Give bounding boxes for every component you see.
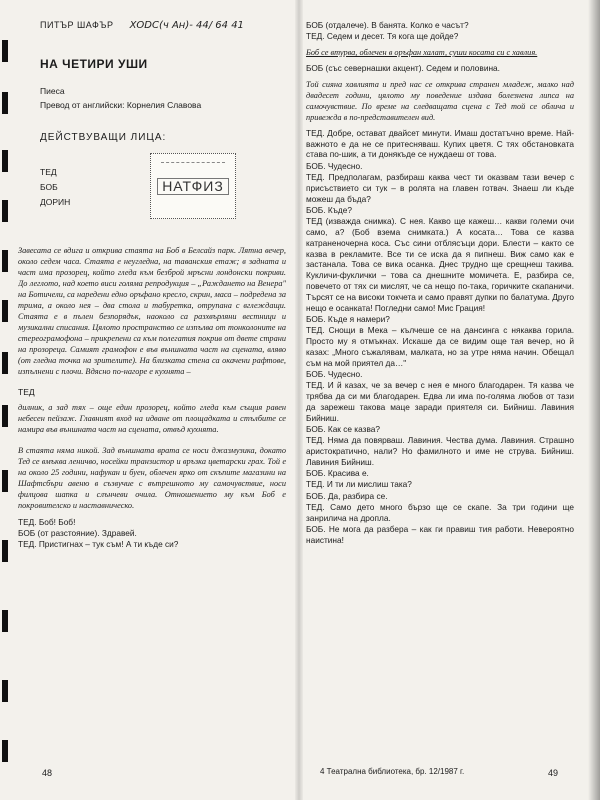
genre: Пиеса [40, 86, 65, 96]
author-name: ПИТЪР ШАФЪР [40, 20, 114, 30]
stamp-text: НАТФИЗ [157, 178, 229, 195]
dialogue-line: БОБ. Къде? [306, 204, 352, 215]
book-spine-shadow [295, 0, 303, 800]
dialogue-line: ТЕД. И й казах, че за вечер с нея е много благодарен. Тя казва че трябва да си ми благодарен. Едва ли има по-голяма любов от тази да зарежеш такова маце заради приятеля си. Бийниш. Лавиния Бийниш. [306, 380, 574, 423]
dialogue-line: БОБ (със севернашки акцент). Седем и половина. [306, 63, 500, 74]
dialogue-line: БОБ. Чудесно. [306, 368, 363, 379]
page-number-right: 49 [548, 768, 559, 778]
dialogue-line: ТЕД. Няма да повярваш. Лавиния. Чества дума. Лавиния. Страшно аристократично, нали? Но фамилното и име не струва. Бийниш. Лавиния Бийниш. [306, 435, 574, 467]
binder-marks [0, 0, 12, 800]
dialogue-line: ТЕД. Предполагам, разбираш каква чест ти оказвам тази вечер с присъствието си тук – в ролята на главен готвач. Знаеш ли къде можеш да бъда? [306, 172, 574, 204]
publication-footer: 4 Театрална библиотека, бр. 12/1987 г. [320, 767, 465, 776]
dialogue-line: БОБ. Да, разбира се. [306, 490, 388, 501]
cast-block [18, 165, 286, 235]
dialogue-line: БОБ. Чудесно. [306, 160, 363, 171]
dialogue-line: БОБ. Как се казва? [306, 423, 380, 434]
stage-direction: дилник, а зад тях – още един прозорец, който гледа към същия равен небесен пейзаж. Главният вход на идване от площадката и стълбите се намира във външната част на сцената, отвъд кухнята. [18, 403, 286, 434]
dialogue-line: БОБ (от разстояние). Здравей. [18, 527, 137, 538]
dialogue-line: ТЕД. Пристигнах – тук съм! А ти къде си? [18, 538, 179, 549]
dialogue-line: БОБ. Къде я намери? [306, 313, 390, 324]
speaker-label: ТЕД [18, 387, 35, 397]
dialogue-line: БОБ. Не мога да разбера – как ги правиш тия работи. Невероятно наистина! [306, 524, 574, 545]
page-edge-shadow [588, 0, 600, 800]
translator-credit: Превод от английски: Корнелия Славова [40, 100, 202, 110]
cast-member: ТЕД [40, 167, 57, 177]
stage-direction: Боб се втурва, облечен в оръфан халат, суши косата си с хавлия. [306, 48, 538, 58]
dialogue-line: ТЕД. И ти ли мислиш така? [306, 479, 412, 490]
play-title: НА ЧЕТИРИ УШИ [40, 57, 148, 71]
dialogue-line: ТЕД. Снощи в Мека – кълчеше се на дансинга с някаква горила. Просто му я отмъкнах. Искаше да се видим още тая вечер, но й казах: „Много съжалявам, малката, но за утре няма начин. Обещал съм на мой приятел да…" [306, 325, 574, 368]
stage-direction: В стаята няма никой. Зад външната врата се носи джазмузика, докато Тед се вмъква леничво, носейки транзистор и връзка цветарски грах. Той е на около 25 години, нафукан и буен, облечен ярко от скъпите магазини на Шафтсбъри авеню в съзвучие с вътрешното му самочувствие, носи филцова шапка и слънчеви очила. Отношението му към Боб е покровителско и наставническо. [18, 446, 286, 510]
dialogue-line: БОБ (отдалече). В банята. Колко е часът? [306, 20, 469, 30]
cast-member: ДОРИН [40, 197, 71, 207]
stage-direction: Той сияна хавлията и пред нас се открива странен младеж, малко над двадесет години, цялото му поведение издава болезнена липса на самочувствие. По време на следващата сцена с Тед той се облича и привежда в по-представителен вид. [306, 79, 574, 122]
dialogue-line: ТЕД. Добре, остават двайсет минути. Имаш достатъчно време. Най-важното е да не се притесняваш. Купих цветя. С тях обстановката става по-шик, а ти донякъде се нуждаеш от това. [306, 127, 574, 160]
cast-heading: ДЕЙСТВУВАЩИ ЛИЦА: [40, 132, 167, 143]
dialogue-line: БОБ. Красива е. [306, 468, 369, 479]
page-number-left: 48 [42, 768, 53, 778]
dialogue-line: ТЕД. Седем и десет. Тя кога ще дойде? [306, 31, 459, 42]
left-page [18, 20, 286, 785]
library-stamp [150, 153, 236, 219]
stage-direction: Завесата се вдига и открива стаята на Боб в Белсайз парк. Лятна вечер, около седем часа. Стаята е неугледна, на таванския етаж; в задната и част има прозорец, който гледа към безброй мръсни лондонски покриви. До леглото, над което виси голяма репродукция – „Раждането на Венера" на Ботичели, са наредени едно оръфано кресло, скрин, маса – подредена за трима, а около нея – два стола и табуретка, отрупана с вглеждащи. Стаята е в пълен безпорядък, наоколо са разхвърляни вестници и музикални списания. Цялото пространство се изпълва от тонколоните на стереограмофона – прикрепени са към полегатия покрив от двете страни на прозореца. Самият грамофон е във външната част на сцената, вляво (от гледна точка на зрителите). На близката стена са окачени рафтове, изпълнени с плочи. Вдясно по-нагоре е кухнята – [18, 246, 286, 376]
handwritten-code: ХОDС(ч Ан)- 44/ 64 41 [129, 20, 244, 31]
dialogue-line: ТЕД. Боб! Боб! [18, 517, 76, 527]
dialogue-line: ТЕД. Само дето много бързо ще се скапе. За три години ще занрилича на дропла. [306, 501, 574, 523]
cast-member: БОБ [40, 182, 58, 192]
dialogue-line: ТЕД (изважда снимка). С нея. Какво ще кажеш… какви големи очи само, а? (Боб взема снимката.) А косата… Това се казва катраненочерна коса. Със сини отблясъци дори. Блести – както се казва в рекламите. Все ти се иска да я пипнеш. Виж само как е застанала. Това се вика осанка. Днес трудно ще срещнеш такива. Кукличи-фуклички – това са днешните момичета. Е, разбира се, повечето от тях си мислят, че са нещо по-така, горичките скапаничи. Търсят се на високи токчета и само правят дупки по балатума. Друго нещо е осанката! Погледни само! Мис Грация! [306, 216, 574, 313]
right-page [306, 20, 574, 785]
author-line [18, 20, 286, 31]
